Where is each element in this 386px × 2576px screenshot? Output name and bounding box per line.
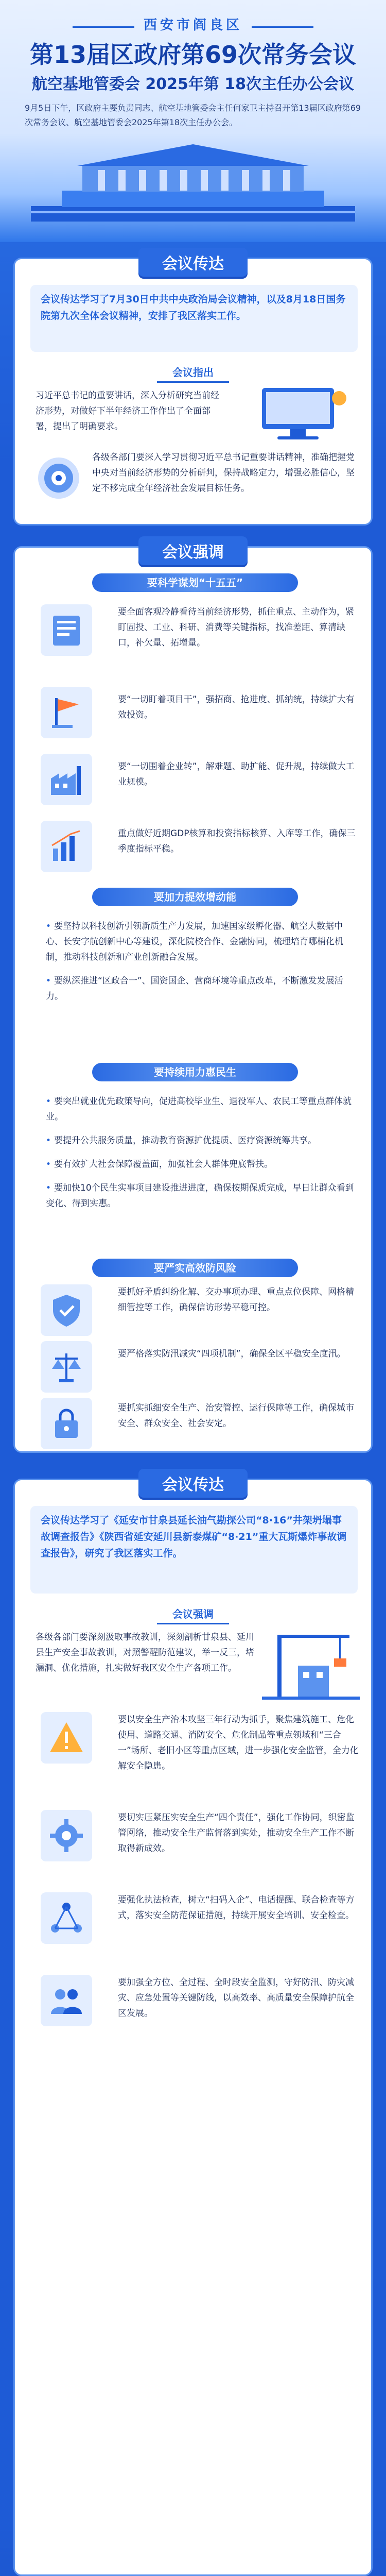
- row-text: 要加强全方位、全过程、全时段安全监测，守好防汛、防灾减灾、应急处置等关键防线，以高效率、高质量安全保障护航全区发展。: [118, 1977, 354, 2019]
- subsection-bar: 要持续用力惠民生: [92, 1063, 298, 1081]
- divider-right: [252, 26, 313, 28]
- chart-icon: [41, 821, 92, 872]
- section-title: 会议强调: [138, 536, 248, 565]
- section-meeting-relay-2: [13, 1476, 373, 2576]
- row-text: 要以安全生产治本攻坚三年行动为抓手，聚焦建筑施工、危化使用、道路交通、消防安全、危化制品等重点领域和“三合一”场所、老旧小区等重点区域，进一步强化安全监管，全力化解安全隐患。: [118, 1715, 359, 1771]
- people-icon: [41, 1975, 92, 2026]
- section-meeting-emphasis-1: [13, 546, 373, 1453]
- subsection-bar: 要严实高效防风险: [92, 1259, 298, 1277]
- list-item: • 要有效扩大社会保障覆盖面，加强社会人群体兜底帮扶。: [46, 1157, 355, 1172]
- section-title: 会议传达: [138, 1469, 248, 1498]
- row-text: 要严格落实防汛减灾“四项机制”，确保全区平稳安全度汛。: [118, 1349, 346, 1359]
- row-text: 要“一切围着企业转”，解难题、助扩能、促升规，持续做大工业规模。: [118, 761, 355, 787]
- security-icon: [41, 1398, 92, 1449]
- target-icon: [36, 455, 82, 501]
- header-banner: [0, 0, 386, 242]
- divider-left: [73, 26, 134, 28]
- lead-text: 会议传达学习了《延安市甘泉县延长油气勘探公司“8·16”井架坍塌事故调查报告》《陕西省延安延川县新泰煤矿“8·21”重大瓦斯爆炸事故调查报告》，研究了我区落实工作。: [41, 1515, 347, 1559]
- page-subtitle: 航空基地管委会 2025年第 18次主任办公会议: [31, 75, 355, 93]
- bullet-list: [46, 919, 355, 1012]
- sub-title: 会议指出: [157, 362, 229, 383]
- lead-text: 会议传达学习了7月30日中共中央政治局会议精神，以及8月18日国务院第九次全体会议精神，安排了我区落实工作。: [41, 294, 346, 321]
- subsection-bar: 要科学谋划“十五五”: [92, 573, 298, 592]
- row-text: 重点做好近期GDP核算和投资指标核算、入库等工作，确保三季度指标平稳。: [118, 828, 356, 854]
- page-title: 第13届区政府第69次常务会议: [29, 41, 357, 69]
- list-item: • 要纵深推进“区政合一”、国资国企、营商环境等重点改革，不断激发发展活力。: [46, 973, 355, 1004]
- list-item: • 要坚持以科技创新引领新质生产力发展，加速国家级孵化器、航空大数据中心、长安字航创新中心等建设，深化院校合作、金融协同，梳理培育哪梢化机制，推动科技创新和产业创新融合发展。: [46, 919, 355, 965]
- factory-icon: [41, 754, 92, 805]
- row-text: 要全面客观冷静看待当前经济形势，抓住重点、主动作为，紧盯固投、工业、科研、消费等关键指标，找准差距、算清缺口，补欠量、拓增量。: [118, 607, 354, 648]
- section-title: 会议传达: [138, 248, 248, 277]
- government-building-illustration: [31, 139, 355, 222]
- point-text-2: 各级各部门要深入学习贯彻习近平总书记重要讲话精神，准确把握党中央对当前经济形势的分析研判，保持战略定力，增强必胜信心，坚定不移完成全年经济社会发展目标任务。: [92, 452, 355, 494]
- construction-illustration: [262, 1624, 360, 1702]
- bullet-list: [46, 1094, 355, 1219]
- network-icon: [41, 1892, 92, 1944]
- shield-icon: [41, 1284, 92, 1336]
- section-meeting-relay-1: [13, 255, 373, 526]
- computer-illustration: [241, 383, 355, 445]
- point-text-1: 习近平总书记的重要讲话，深入分析研究当前经济形势，对做好下半年经济工作作出了全面部署，提出了明确要求。: [36, 391, 219, 432]
- list-item: • 要提升公共服务质量，推动教育资源扩优提质、医疗资源统筹共享。: [46, 1133, 355, 1148]
- sub-title: 会议强调: [157, 1604, 229, 1624]
- flag-icon: [41, 687, 92, 738]
- planning-icon: [41, 604, 92, 656]
- warning-icon: [41, 1712, 92, 1764]
- org-row: [0, 14, 386, 33]
- org-name: 西安市阎良区: [143, 18, 242, 33]
- row-text: 要“一切盯着项目干”，强招商、抢进度、抓纳统，持续扩大有效投资。: [118, 694, 355, 720]
- row-text: 要强化执法检查，树立“扫码入企”、电话提醒、联合检查等方式，落实安全防范保证措施，持续开展安全培训、安全检查。: [118, 1895, 355, 1921]
- list-item: • 要突出就业优先政策导向，促进高校毕业生、退役军人、农民工等重点群体就业。: [46, 1094, 355, 1125]
- intro-text: 9月5日下午，区政府主要负责同志、航空基地管委会主任何家卫主持召开第13届区政府第69次常务会议、航空基地管委会2025年第18次主任办公会。: [25, 103, 361, 127]
- subsection-bar: 要加力提效增动能: [92, 888, 298, 906]
- list-item: • 要加快10个民生实事项目建设推进进度，确保按期保质完成，早日让群众看到变化、得到实惠。: [46, 1180, 355, 1211]
- row-text: 要切实压紧压实安全生产“四个责任”，强化工作协同，织密监管网络，推动安全生产监督落到实处，推动安全生产工作不断取得新成效。: [118, 1812, 355, 1854]
- scale-icon: [41, 1341, 92, 1393]
- gear-icon: [41, 1810, 92, 1861]
- intro-text: 各级各部门要深刻汲取事故教训，深刻剖析甘泉县、延川县生产安全事故教训，对照警醒防范建议，举一反三，堵漏洞、优化措施，扎实做好我区安全生产各项工作。: [36, 1632, 254, 1673]
- row-text: 要抓实抓细安全生产、治安管控、运行保障等工作，确保城市安全、群众安全、社会安定。: [118, 1403, 354, 1429]
- row-text: 要抓好矛盾纠纷化解、交办事项办理、重点点位保障、网格精细管控等工作，确保信访形势平稳可控。: [118, 1287, 354, 1313]
